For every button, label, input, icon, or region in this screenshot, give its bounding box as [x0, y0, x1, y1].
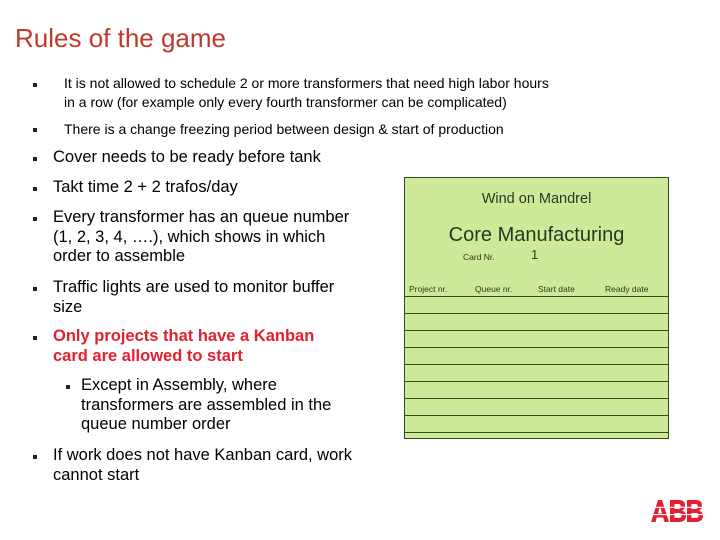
kanban-card: [404, 177, 669, 439]
abb-logo: [651, 500, 704, 522]
column-header-ready-date: Ready date: [605, 284, 649, 294]
column-header-start-date: Start date: [538, 284, 575, 294]
table-row-divider: [405, 313, 668, 314]
list-item-line: order to assemble: [53, 247, 186, 265]
list-item: [64, 74, 549, 112]
list-item-line: Cover needs to be ready before tank: [53, 148, 321, 166]
list-item-line: Except in Assembly, where: [81, 376, 277, 394]
sub-bullet-marker: [66, 385, 70, 389]
bullet-marker: [33, 157, 37, 161]
list-item: [53, 278, 334, 317]
list-item-line: Every transformer has an queue number: [53, 208, 350, 226]
list-item-line: Traffic lights are used to monitor buffer: [53, 278, 335, 296]
sub-list-item: [81, 376, 331, 435]
table-row-divider: [405, 296, 668, 297]
list-item: [53, 148, 321, 168]
list-item-line: card are allowed to start: [53, 346, 243, 365]
list-item: [64, 120, 504, 139]
list-item-line: It is not allowed to schedule 2 or more transformers that need high labor hours: [64, 75, 549, 91]
bullet-marker: [33, 455, 37, 459]
kanban-card-nr-value: 1: [531, 247, 539, 262]
list-item-highlight: [53, 327, 314, 366]
list-item: [53, 208, 349, 267]
bullet-marker: [33, 287, 37, 291]
column-header-project-nr: Project nr.: [409, 284, 448, 294]
list-item-line: cannot start: [53, 465, 140, 484]
list-item-line: in a row (for example only every fourth transformer can be complicated): [64, 94, 507, 110]
kanban-card-subtitle: Wind on Mandrel: [481, 191, 592, 207]
kanban-card-table: [405, 284, 668, 438]
bullet-marker: [33, 217, 37, 221]
table-row-divider: [405, 330, 668, 331]
list-item: [53, 446, 352, 485]
table-row-divider: [405, 398, 668, 399]
table-row-divider: [405, 364, 668, 365]
bullet-marker: [33, 128, 37, 132]
list-item-line: There is a change freezing period between design & start of production: [64, 121, 504, 137]
list-item-line: queue number order: [81, 415, 231, 433]
list-item-line: Takt time 2 + 2 trafos/day: [53, 178, 238, 196]
bullet-marker: [33, 83, 37, 87]
slide-title: Rules of the game: [15, 23, 227, 53]
list-item-line: (1, 2, 3, 4, ….), which shows in which: [53, 227, 326, 246]
list-item-line: Only projects that have a Kanban: [53, 327, 315, 345]
list-item-line: transformers are assembled in the: [81, 395, 332, 414]
kanban-card-title: Core Manufacturing: [448, 224, 625, 246]
table-row-divider: [405, 415, 668, 416]
list-item-line: If work does not have Kanban card, work: [53, 446, 352, 464]
list-item: [53, 178, 238, 198]
column-header-queue-nr: Queue nr.: [475, 284, 513, 294]
table-row-divider: [405, 347, 668, 348]
list-item-line: size: [53, 297, 83, 316]
bullet-marker: [33, 187, 37, 191]
table-row-divider: [405, 381, 668, 382]
bullet-marker: [33, 336, 37, 340]
table-row-divider: [405, 432, 668, 433]
kanban-card-nr-label: Card Nr.: [463, 252, 495, 262]
